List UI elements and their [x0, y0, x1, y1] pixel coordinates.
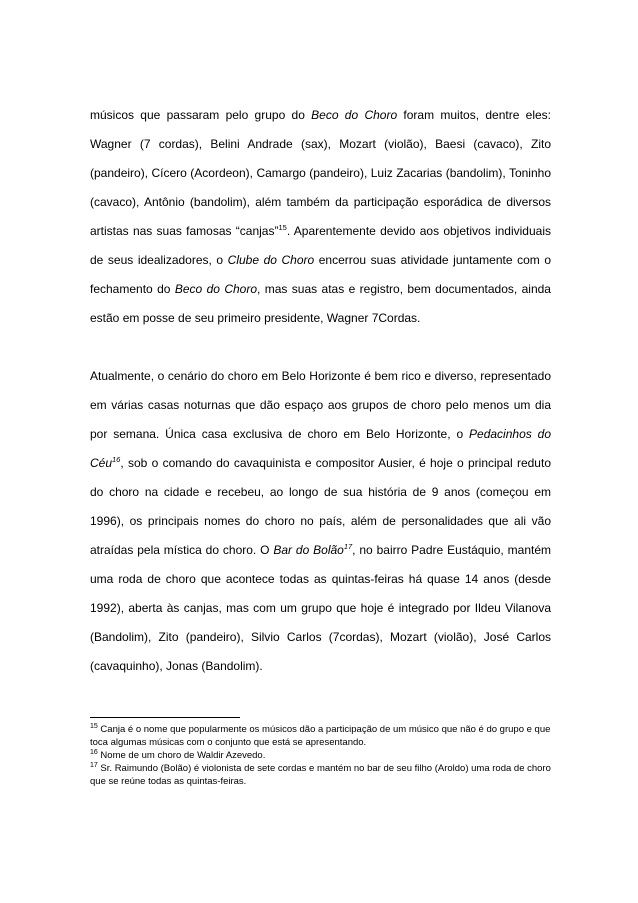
footnote [90, 762, 551, 788]
footnote [90, 749, 551, 762]
footnote-marker: 15 [90, 722, 98, 730]
footnote-text: Sr. Raimundo (Bolão) é violonista de sete cordas e mantém no bar de seu filho (Aroldo) uma roda de choro que se reúne todas as quintas-feiras. [90, 763, 551, 787]
text-run: Beco do Choro [311, 108, 398, 122]
text-run: , sob o comando do cavaquinista e compositor Ausier, é hoje o principal reduto do choro na cidade e recebeu, ao longo de sua história de 9 anos (começou em 1996), os principais nomes do choro no país, além de personalidades que ali vão atraídas pela mística do choro. O [90, 456, 551, 557]
footnote-marker: 17 [90, 761, 98, 769]
text-run: Beco do Choro [174, 282, 258, 296]
text-run: , mas suas atas e registro, bem documentados, ainda estão em posse de seu primeiro presidente, Wagner 7Cordas. [90, 282, 551, 325]
text-run: Bar do Bolão [273, 543, 344, 557]
text-run: músicos que passaram pelo grupo do [90, 108, 312, 122]
paragraph [90, 362, 551, 681]
text-run: Atualmente, o cenário do choro em Belo Horizonte é bem rico e diverso, representado em várias casas noturnas que dão espaço aos grupos de choro pelo menos um dia por semana. Única casa exclusiva de choro em Belo Horizonte, o [90, 369, 551, 441]
text-run: , no bairro Padre Eustáquio, mantém uma roda de choro que acontece todas as quintas-feiras há quase 14 anos (desde 1992), aberta às canjas, mas com um grupo que hoje é integrado por Ildeu Vilanova (Bandolim), Zito (pandeiro), Silvio Carlos (7cordas), Mozart (violão), José Carlos (cavaquinho), Jonas (Bandolim). [90, 543, 551, 673]
text-run: . Aparentemente devido aos objetivos individuais de seus idealizadores, o [90, 224, 551, 267]
text-run: foram muitos, dentre eles: Wagner (7 cordas), Belini Andrade (sax), Mozart (violão), Baesi (cavaco), Zito (pandeiro), Cícero (Acordeon), Camargo (pandeiro), Luiz Zacarias (bandolim), Toninho (cavaco), Antônio (bandolim), além também da participação esporádica de diversos artistas nas suas famosas “canjas” [90, 108, 552, 238]
text-run: Clube do Choro [227, 253, 315, 267]
footnote-reference: 16 [112, 455, 121, 464]
footnote-text: Canja é o nome que popularmente os músicos dão a participação de um músico que não é do grupo e que toca algumas músicas com o conjunto que está se apresentando. [90, 724, 551, 748]
footnote-text: Nome de um choro de Waldir Azevedo. [97, 750, 266, 761]
footnote-separator [90, 717, 240, 718]
footnote-reference: 15 [278, 223, 287, 232]
paragraph [90, 101, 551, 333]
text-run: Pedacinhos do Céu [90, 427, 551, 470]
footnote-reference: 17 [343, 542, 353, 551]
footnote-marker: 16 [90, 748, 98, 756]
footnote [90, 723, 551, 749]
document-body [90, 101, 551, 710]
footnotes-section [90, 723, 551, 788]
text-run: encerrou suas atividade juntamente com o fechamento do [90, 253, 551, 296]
